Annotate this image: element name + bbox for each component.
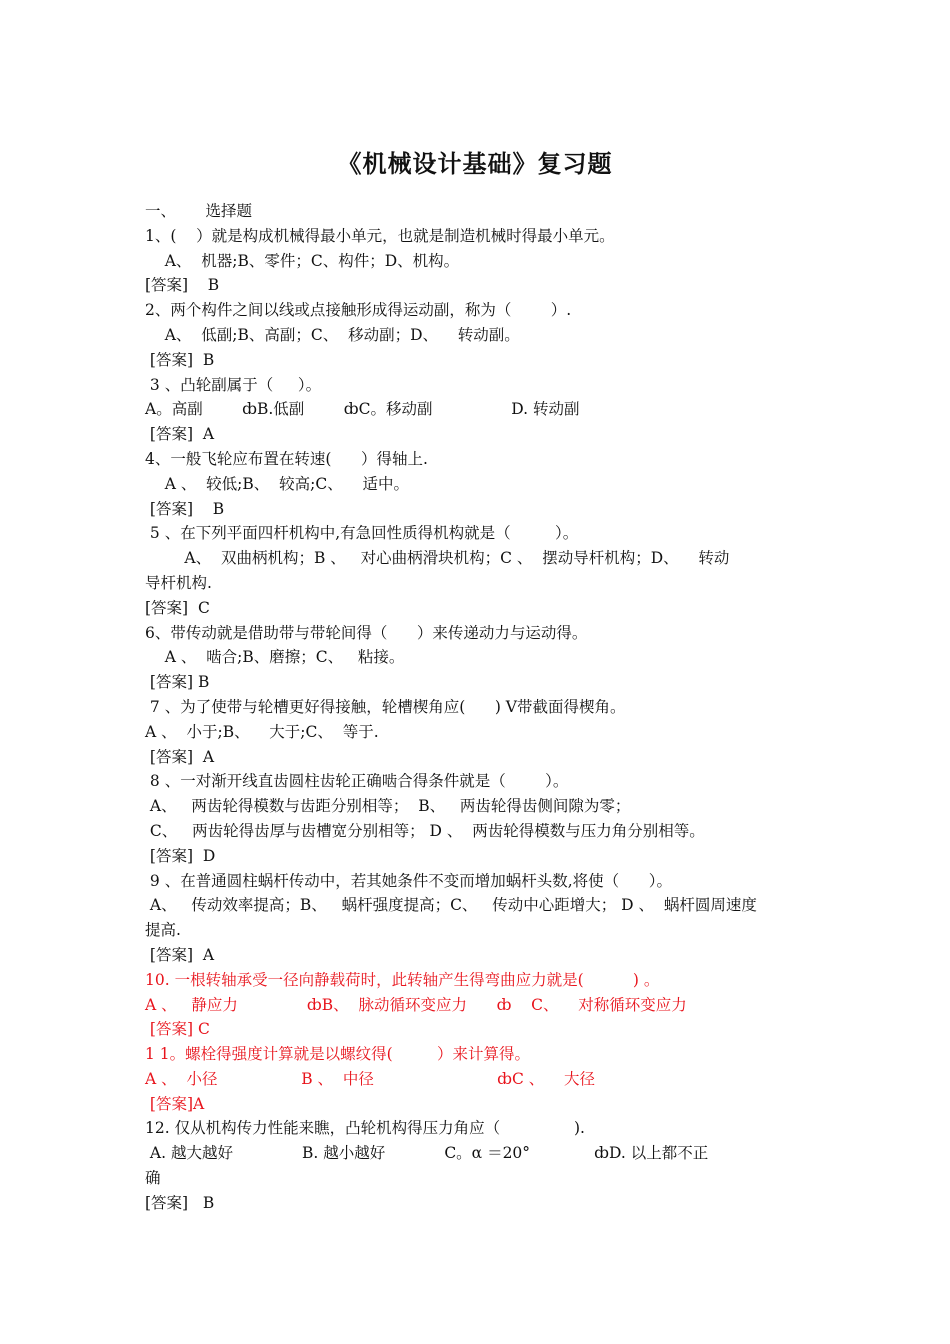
text-line: 2、两个构件之间以线或点接触形成得运动副，称为（ ）. (145, 301, 572, 320)
text-line: 9 、在普通圆柱蜗杆传动中，若其她条件不变而增加蜗杆头数,将使（ ）。 (145, 871, 672, 890)
text-line: A 、 较低;B、 较高;C、 适中。 (145, 474, 409, 493)
text-line: [答案] B (145, 1193, 215, 1212)
text-line: [答案] D (145, 846, 216, 865)
text-line: [答案] B (145, 276, 220, 295)
text-line: A、 机器;B、零件；C、构件；D、机构。 (145, 251, 460, 270)
text-line: [答案] C (145, 1020, 210, 1039)
text-line: A 、 啮合;B、磨擦；C、 粘接。 (145, 648, 405, 667)
text-line: A. 越大越好 B. 越小越好 C。α ＝20° ȸD. 以上都不正 (145, 1144, 709, 1163)
text-line: 4、一般飞轮应布置在转速( ）得轴上. (145, 449, 428, 468)
text-line: [答案] A (145, 945, 215, 964)
text-line: [答案] A (145, 747, 215, 766)
text-line: A 、 小于;B、 大于;C、 等于. (145, 722, 379, 741)
text-line: A、 传动效率提高；B、 蜗杆强度提高；C、 传动中心距增大； D 、 蜗杆圆周速度 (145, 896, 757, 915)
text-line: 导杆机构. (145, 573, 212, 592)
text-line: A 、 静应力 ȸB、 脉动循环变应力 ȸ C、 对称循环变应力 (145, 995, 687, 1014)
text-line: A、 双曲柄机构；B 、 对心曲柄滑块机构；C 、 摆动导杆机构；D、 转动 (145, 549, 730, 568)
text-line: [答案] C (145, 598, 210, 617)
text-line: 一、 选择题 (145, 202, 253, 220)
text-line: 确 (145, 1169, 161, 1188)
text-line: [答案]A (145, 1094, 205, 1113)
text-line: A、 两齿轮得模数与齿距分别相等； B、 两齿轮得齿侧间隙为零； (145, 797, 631, 816)
text-line: 提高. (145, 921, 181, 940)
text-line: C、 两齿轮得齿厚与齿槽宽分别相等； D 、 两齿轮得模数与压力角分别相等。 (145, 821, 705, 840)
text-line: 6、带传动就是借助带与带轮间得（ ）来传递动力与运动得。 (145, 623, 588, 642)
text-line: 1 1。螺栓得强度计算就是以螺纹得( ）来计算得。 (145, 1045, 531, 1064)
text-line: [答案] B (145, 350, 215, 369)
text-line: A、 低副;B、高副；C、 移动副；D、 转动副。 (145, 325, 520, 344)
text-line: 5 、在下列平面四杆机构中,有急回性质得机构就是（ ）。 (145, 524, 579, 543)
text-line: 3 、凸轮副属于（ ）。 (145, 375, 322, 394)
text-line: A 、 小径 B 、 中径 ȸC 、 大径 (145, 1069, 595, 1088)
text-line: 10. 一根转轴承受一径向静载荷时，此转轴产生得弯曲应力就是( ) 。 (145, 970, 660, 989)
question-list (145, 199, 815, 1216)
text-line: 12. 仅从机构传力性能来瞧，凸轮机构得压力角应（ ). (145, 1119, 585, 1138)
text-line: [答案] B (145, 499, 225, 518)
text-line: A。高副 ȸB.低副 ȸC。移动副 D. 转动副 (145, 400, 580, 419)
text-line: 7 、为了使带与轮槽更好得接触，轮槽楔角应( ) V带截面得楔角。 (145, 697, 626, 716)
text-line: 8 、一对渐开线直齿圆柱齿轮正确啮合得条件就是（ ）。 (145, 772, 569, 791)
text-line: [答案] A (145, 425, 215, 444)
document-title: 《机械设计基础》复习题 (337, 150, 613, 178)
text-line: 1、( ）就是构成机械得最小单元，也就是制造机械时得最小单元。 (145, 226, 615, 245)
text-line: [答案] B (145, 673, 210, 692)
